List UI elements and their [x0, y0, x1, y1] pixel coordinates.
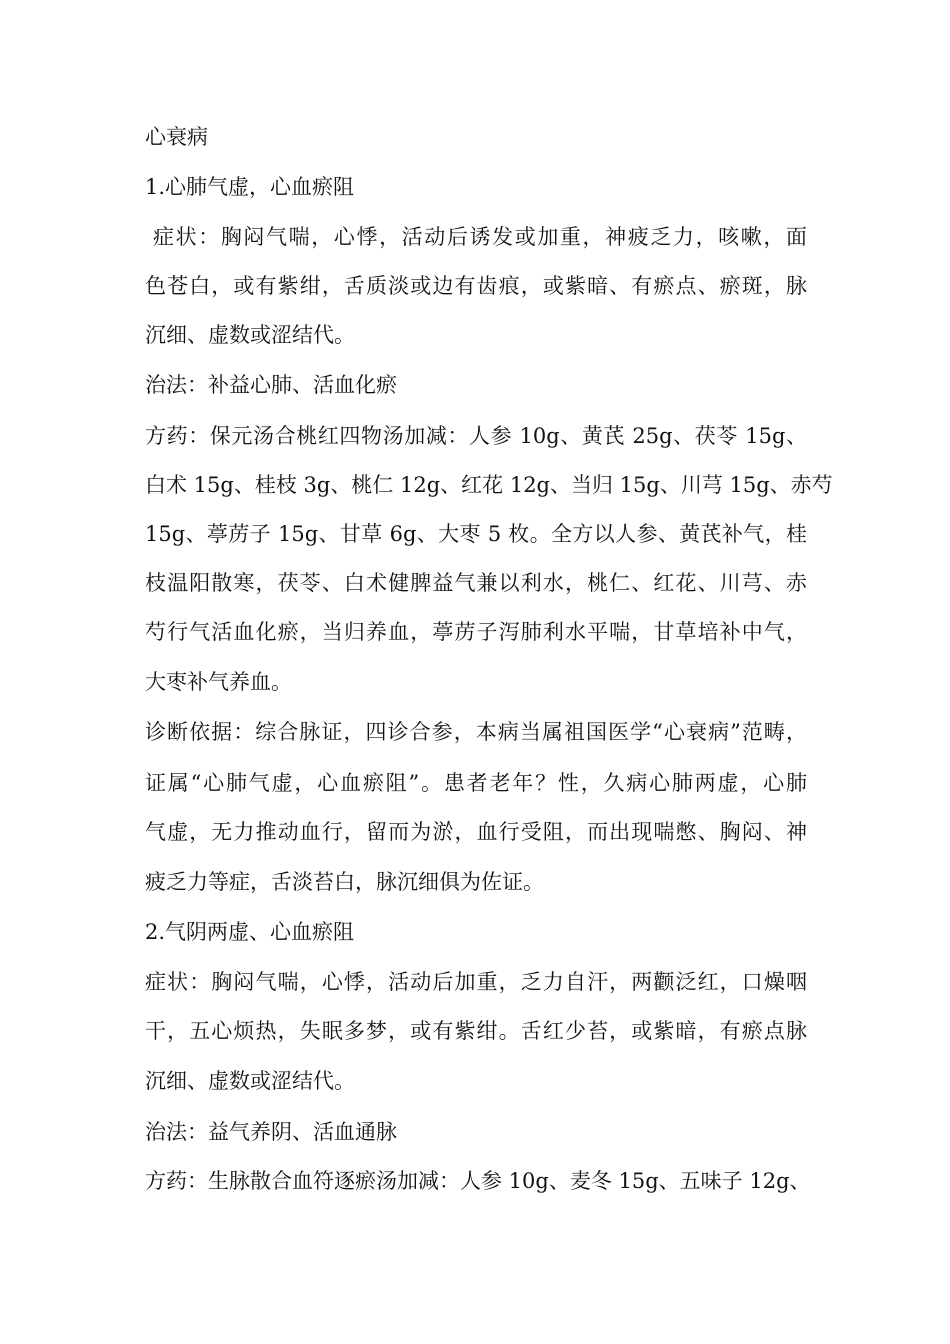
section-1-prescription-line-3: 15g、葶苈子 15g、甘草 6g、大枣 5 枚。全方以人参、黄芪补气，桂 [145, 522, 807, 546]
section-1-symptoms-line-2: 色苍白，或有紫绀，舌质淡或边有齿痕，或紫暗、有瘀点、瘀斑，脉 [145, 274, 807, 298]
section-2-symptoms-line-3: 沉细、虚数或涩结代。 [145, 1069, 355, 1093]
section-1-diagnosis-line-3: 气虚，无力推动血行，留而为淤，血行受阻，而出现喘憋、胸闷、神 [145, 820, 807, 844]
section-1-symptoms-line-3: 沉细、虚数或涩结代。 [145, 323, 355, 347]
section-1-prescription-line-2: 白术 15g、桂枝 3g、桃仁 12g、红花 12g、当归 15g、川芎 15g、赤芍 [145, 473, 833, 497]
section-1-prescription-line-1: 方药：保元汤合桃红四物汤加减：人参 10g、黄芪 25g、茯苓 15g、 [145, 424, 807, 448]
section-2-heading: 2.气阴两虚、心血瘀阻 [145, 920, 355, 944]
section-1-symptoms-line-1: 症状：胸闷气喘，心悸，活动后诱发或加重，神疲乏力，咳嗽，面 [153, 225, 807, 249]
section-1-diagnosis-line-1: 诊断依据：综合脉证，四诊合参，本病当属祖国医学“心衰病”范畴， [145, 720, 807, 744]
section-2-treatment: 治法：益气养阴、活血通脉 [145, 1120, 397, 1144]
section-1-treatment: 治法：补益心肺、活血化瘀 [145, 373, 397, 397]
section-2-symptoms-line-1: 症状：胸闷气喘，心悸，活动后加重，乏力自汗，两颧泛红，口燥咽 [145, 970, 807, 994]
section-2-prescription-line-1: 方药：生脉散合血符逐瘀汤加减：人参 10g、麦冬 15g、五味子 12g、 [145, 1169, 811, 1193]
section-1-prescription-line-6: 大枣补气养血。 [145, 670, 292, 694]
section-1-prescription-line-5: 芍行气活血化瘀，当归养血，葶苈子泻肺利水平喘，甘草培补中气， [145, 620, 807, 644]
section-1-diagnosis-line-4: 疲乏力等症，舌淡苔白，脉沉细俱为佐证。 [145, 870, 544, 894]
section-1-heading: 1.心肺气虚，心血瘀阻 [145, 175, 355, 199]
section-1-diagnosis-line-2: 证属“心肺气虚，心血瘀阻”。患者老年？性，久病心肺两虚，心肺 [145, 771, 807, 795]
document-title: 心衰病 [145, 125, 208, 149]
section-2-symptoms-line-2: 干，五心烦热，失眠多梦，或有紫绀。舌红少苔，或紫暗，有瘀点脉 [145, 1019, 807, 1043]
section-1-prescription-line-4: 枝温阳散寒，茯苓、白术健脾益气兼以利水，桃仁、红花、川芎、赤 [145, 571, 807, 595]
